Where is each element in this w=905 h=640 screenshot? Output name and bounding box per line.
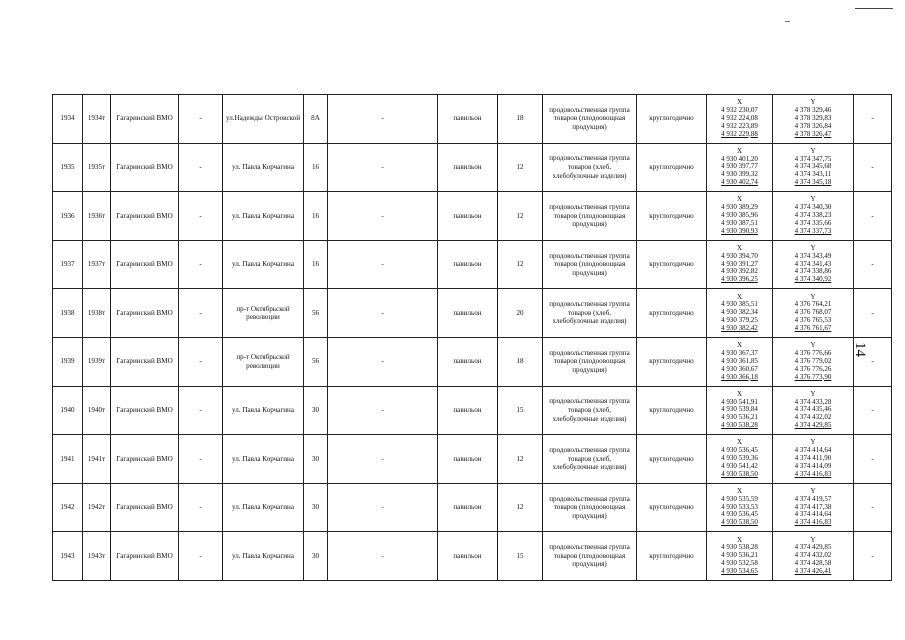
column-4-value-cell: - [179, 143, 223, 192]
coordinate-x-value: 4 930 538,50 [721, 470, 758, 478]
coordinate-x-value: 4 930 538,28 [721, 544, 758, 552]
coordinate-y-value: 4 374 411,90 [794, 455, 832, 463]
coordinate-x-header: X [736, 536, 743, 544]
coordinate-y-header: Y [810, 196, 816, 204]
coordinate-y-cell [773, 240, 854, 289]
coordinate-x-value: 4 932 230,07 [721, 107, 758, 115]
district-cell: Гагаринский ВМО [111, 95, 179, 144]
coordinate-x-header: X [736, 147, 743, 155]
house-number-cell: 8А [304, 95, 328, 144]
district-cell: Гагаринский ВМО [111, 483, 179, 532]
last-column-cell: - [854, 386, 892, 435]
coordinate-y-header: Y [810, 487, 816, 495]
coordinate-y-header: Y [810, 342, 816, 350]
operating-period-cell: круглогодично [637, 95, 707, 144]
column-7-value-cell: - [328, 240, 438, 289]
area-cell: 12 [498, 483, 543, 532]
address-cell: ул. Павла Корчагина [223, 435, 304, 484]
coordinate-y-value: 4 376 773,90 [794, 373, 832, 381]
area-cell: 12 [498, 240, 543, 289]
coordinate-y-cell [773, 483, 854, 532]
coordinate-x-value: 4 930 536,21 [721, 552, 758, 560]
column-4-value-cell: - [179, 386, 223, 435]
coordinate-x-header: X [736, 245, 743, 252]
coordinate-y-header: Y [810, 390, 816, 398]
coordinate-y-value: 4 374 428,58 [794, 560, 832, 568]
object-code-cell: 1937т [83, 240, 111, 289]
district-cell: Гагаринский ВМО [111, 337, 179, 386]
coordinate-x-value: 4 930 360,67 [721, 365, 758, 373]
coordinate-y-value: 4 374 343,49 [794, 252, 832, 260]
table-row [53, 289, 892, 338]
coordinate-y-value: 4 374 433,28 [794, 398, 832, 406]
coordinate-y-value: 4 376 776,26 [794, 365, 832, 373]
coordinate-x-header: X [736, 293, 743, 301]
specialization-cell: продовольственная группа товаров (хлеб, хлебобулочные изделия) [543, 143, 637, 192]
table-row [53, 435, 892, 484]
coordinate-x-value: 4 930 536,45 [721, 447, 758, 455]
house-number-cell: 30 [304, 435, 328, 484]
operating-period-cell: круглогодично [637, 289, 707, 338]
coordinate-x-value: 4 930 539,36 [721, 455, 758, 463]
table-row [53, 386, 892, 435]
house-number-cell: 30 [304, 483, 328, 532]
object-type-cell: павильон [438, 386, 498, 435]
area-cell: 15 [498, 386, 543, 435]
operating-period-cell: круглогодично [637, 483, 707, 532]
coordinate-x-value: 4 930 532,58 [721, 560, 758, 568]
column-7-value-cell: - [328, 435, 438, 484]
coordinate-y-value: 4 374 345,18 [794, 179, 832, 187]
coordinate-x-value: 4 930 538,50 [721, 519, 758, 527]
column-7-value-cell: - [328, 532, 438, 581]
district-cell: Гагаринский ВМО [111, 435, 179, 484]
coordinate-y-value: 4 376 764,21 [794, 301, 832, 309]
coordinate-x-value: 4 930 367,37 [721, 350, 758, 358]
area-cell: 18 [498, 337, 543, 386]
coordinate-x-value: 4 932 224,08 [721, 114, 758, 122]
object-type-cell: павильон [438, 289, 498, 338]
object-type-cell: павильон [438, 532, 498, 581]
address-cell: ул. Павла Корчагина [223, 143, 304, 192]
operating-period-cell: круглогодично [637, 337, 707, 386]
coordinate-x-value: 4 930 379,25 [721, 317, 758, 325]
coordinate-y-value: 4 374 338,86 [794, 268, 832, 276]
coordinate-x-cell [707, 337, 773, 386]
coordinate-x-value: 4 930 385,51 [721, 301, 758, 309]
coordinate-x-header: X [736, 342, 743, 350]
coordinate-x-header: X [736, 390, 743, 398]
operating-period-cell: круглогодично [637, 435, 707, 484]
district-cell: Гагаринский ВМО [111, 532, 179, 581]
coordinate-x-value: 4 930 538,28 [721, 422, 758, 430]
object-code-cell: 1939т [83, 337, 111, 386]
column-4-value-cell: - [179, 435, 223, 484]
row-number-cell: 1936 [53, 192, 83, 241]
registry-table [52, 94, 892, 581]
row-number-cell: 1943 [53, 532, 83, 581]
object-type-cell: павильон [438, 192, 498, 241]
district-cell: Гагаринский ВМО [111, 192, 179, 241]
coordinate-y-value: 4 374 429,85 [794, 422, 832, 430]
address-cell: ул. Павла Корчагина [223, 240, 304, 289]
object-type-cell: павильон [438, 435, 498, 484]
district-cell: Гагаринский ВМО [111, 240, 179, 289]
specialization-cell: продовольственная группа товаров (плодоовощная продукция) [543, 95, 637, 144]
scan-artifact-line [855, 8, 893, 9]
coordinate-y-value: 4 374 338,23 [794, 212, 832, 220]
address-cell: ул. Павла Корчагина [223, 532, 304, 581]
coordinate-x-value: 4 930 366,18 [721, 373, 758, 381]
object-type-cell: павильон [438, 483, 498, 532]
house-number-cell: 30 [304, 386, 328, 435]
district-cell: Гагаринский ВМО [111, 143, 179, 192]
area-cell: 18 [498, 95, 543, 144]
coordinate-x-cell [707, 532, 773, 581]
last-column-cell: - [854, 532, 892, 581]
object-code-cell: 1935т [83, 143, 111, 192]
coordinate-y-value: 4 374 341,43 [794, 260, 832, 268]
coordinate-x-value: 4 930 361,85 [721, 357, 758, 365]
district-cell: Гагаринский ВМО [111, 289, 179, 338]
coordinate-x-value: 4 930 399,32 [721, 171, 758, 179]
address-cell: пр-т Октябрьской революции [223, 289, 304, 338]
coordinate-y-cell [773, 386, 854, 435]
coordinate-y-header: Y [810, 536, 816, 544]
coordinate-x-value: 4 930 541,91 [721, 398, 758, 406]
last-column-cell: - [854, 240, 892, 289]
coordinate-x-value: 4 930 389,29 [721, 204, 758, 212]
coordinate-y-cell [773, 192, 854, 241]
coordinate-y-value: 4 376 765,53 [794, 317, 832, 325]
row-number-cell: 1935 [53, 143, 83, 192]
house-number-cell: 16 [304, 143, 328, 192]
operating-period-cell: круглогодично [637, 143, 707, 192]
coordinate-y-value: 4 374 416,83 [794, 470, 832, 478]
specialization-cell: продовольственная группа товаров (плодоовощная продукция) [543, 337, 637, 386]
coordinate-x-cell [707, 192, 773, 241]
last-column-cell: - [854, 435, 892, 484]
coordinate-y-value: 4 374 340,30 [794, 204, 832, 212]
house-number-cell: 56 [304, 337, 328, 386]
column-7-value-cell: - [328, 483, 438, 532]
coordinate-x-value: 4 932 223,89 [721, 122, 758, 130]
table-row [53, 240, 892, 289]
coordinate-y-cell [773, 337, 854, 386]
row-number-cell: 1942 [53, 483, 83, 532]
coordinate-x-value: 4 930 402,74 [721, 179, 758, 187]
coordinate-y-value: 4 374 416,83 [794, 519, 832, 527]
column-4-value-cell: - [179, 192, 223, 241]
operating-period-cell: круглогодично [637, 532, 707, 581]
column-4-value-cell: - [179, 532, 223, 581]
column-4-value-cell: - [179, 337, 223, 386]
coordinate-y-value: 4 376 776,66 [794, 350, 832, 358]
coordinate-y-cell [773, 532, 854, 581]
last-column-cell: - [854, 143, 892, 192]
coordinate-x-cell [707, 435, 773, 484]
object-code-cell: 1943т [83, 532, 111, 581]
object-type-cell: павильон [438, 240, 498, 289]
table-row [53, 532, 892, 581]
area-cell: 12 [498, 192, 543, 241]
house-number-cell: 16 [304, 192, 328, 241]
coordinate-x-value: 4 930 382,42 [721, 324, 758, 332]
object-code-cell: 1940т [83, 386, 111, 435]
row-number-cell: 1937 [53, 240, 83, 289]
address-cell: ул. Павла Корчагина [223, 386, 304, 435]
specialization-cell: продовольственная группа товаров (плодоовощная продукция) [543, 192, 637, 241]
column-7-value-cell: - [328, 95, 438, 144]
area-cell: 15 [498, 532, 543, 581]
specialization-cell: продовольственная группа товаров (хлеб, хлебобулочные изделия) [543, 435, 637, 484]
coordinate-x-cell [707, 483, 773, 532]
coordinate-y-header: Y [810, 439, 816, 447]
coordinate-y-value: 4 374 419,57 [794, 495, 832, 503]
coordinate-y-value: 4 374 432,02 [794, 552, 832, 560]
coordinate-y-value: 4 374 343,11 [794, 171, 832, 179]
coordinate-y-value: 4 378 326,47 [794, 130, 832, 138]
coordinate-y-value: 4 374 347,75 [794, 155, 832, 163]
coordinate-y-value: 4 378 326,84 [794, 122, 832, 130]
specialization-cell: продовольственная группа товаров (плодоовощная продукция) [543, 483, 637, 532]
coordinate-x-cell [707, 289, 773, 338]
coordinate-y-header: Y [810, 245, 816, 252]
column-4-value-cell: - [179, 240, 223, 289]
coordinate-y-value: 4 378 329,46 [794, 107, 832, 115]
coordinate-y-header: Y [810, 99, 816, 107]
area-cell: 12 [498, 435, 543, 484]
column-4-value-cell: - [179, 483, 223, 532]
coordinate-y-value: 4 374 414,64 [794, 511, 832, 519]
coordinate-x-value: 4 930 533,53 [721, 503, 758, 511]
coordinate-x-value: 4 930 391,27 [721, 260, 758, 268]
coordinate-x-cell [707, 386, 773, 435]
house-number-cell: 30 [304, 532, 328, 581]
row-number-cell: 1938 [53, 289, 83, 338]
coordinate-x-header: X [736, 99, 743, 107]
coordinate-y-cell [773, 435, 854, 484]
coordinate-y-value: 4 374 417,38 [794, 503, 832, 511]
coordinate-x-cell [707, 143, 773, 192]
column-7-value-cell: - [328, 192, 438, 241]
district-cell: Гагаринский ВМО [111, 386, 179, 435]
column-4-value-cell: - [179, 289, 223, 338]
specialization-cell: продовольственная группа товаров (хлеб, хлебобулочные изделия) [543, 289, 637, 338]
address-cell: ул. Павла Корчагина [223, 192, 304, 241]
object-code-cell: 1941т [83, 435, 111, 484]
object-code-cell: 1934т [83, 95, 111, 144]
coordinate-x-value: 4 930 397,77 [721, 163, 758, 171]
coordinate-y-value: 4 374 426,41 [794, 567, 832, 575]
column-7-value-cell: - [328, 289, 438, 338]
coordinate-x-value: 4 930 401,20 [721, 155, 758, 163]
specialization-cell: продовольственная группа товаров (плодоовощная продукция) [543, 240, 637, 289]
object-code-cell: 1942т [83, 483, 111, 532]
operating-period-cell: круглогодично [637, 240, 707, 289]
coordinate-y-cell [773, 289, 854, 338]
coordinate-x-value: 4 930 385,96 [721, 212, 758, 220]
address-cell: ул. Павла Корчагина [223, 483, 304, 532]
area-cell: 20 [498, 289, 543, 338]
column-4-value-cell: - [179, 95, 223, 144]
address-cell: ул.Надежды Островской [223, 95, 304, 144]
last-column-cell: - [854, 483, 892, 532]
coordinate-y-value: 4 374 335,66 [794, 219, 832, 227]
specialization-cell: продовольственная группа товаров (плодоовощная продукция) [543, 532, 637, 581]
coordinate-y-cell [773, 143, 854, 192]
coordinate-x-value: 4 930 539,84 [721, 406, 758, 414]
table-row [53, 483, 892, 532]
coordinate-y-header: Y [810, 293, 816, 301]
coordinate-y-value: 4 374 340,92 [794, 276, 832, 284]
object-type-cell: павильон [438, 337, 498, 386]
coordinate-y-value: 4 376 768,07 [794, 309, 832, 317]
coordinate-x-value: 4 930 392,82 [721, 268, 758, 276]
coordinate-x-value: 4 930 535,59 [721, 495, 758, 503]
page-number: 14 [852, 342, 868, 357]
coordinate-x-cell [707, 95, 773, 144]
table-row [53, 95, 892, 144]
coordinate-y-value: 4 374 337,73 [794, 227, 832, 235]
row-number-cell: 1940 [53, 386, 83, 435]
operating-period-cell: круглогодично [637, 192, 707, 241]
coordinate-y-header: Y [810, 147, 816, 155]
coordinate-x-value: 4 930 534,65 [721, 567, 758, 575]
coordinate-x-value: 4 930 387,51 [721, 219, 758, 227]
object-type-cell: павильон [438, 143, 498, 192]
coordinate-x-value: 4 930 541,42 [721, 462, 758, 470]
row-number-cell: 1934 [53, 95, 83, 144]
last-column-cell: - [854, 337, 892, 386]
column-7-value-cell: - [328, 386, 438, 435]
coordinate-x-value: 4 930 536,21 [721, 414, 758, 422]
area-cell: 12 [498, 143, 543, 192]
coordinate-x-cell [707, 240, 773, 289]
specialization-cell: продовольственная группа товаров (хлеб, хлебобулочные изделия) [543, 386, 637, 435]
last-column-cell: - [854, 192, 892, 241]
coordinate-x-header: X [736, 439, 743, 447]
house-number-cell: 16 [304, 240, 328, 289]
last-column-cell: - [854, 95, 892, 144]
coordinate-y-value: 4 376 761,67 [794, 324, 832, 332]
coordinate-x-value: 4 930 382,34 [721, 309, 758, 317]
coordinate-x-value: 4 930 396,25 [721, 276, 758, 284]
coordinate-y-value: 4 374 432,02 [794, 414, 832, 422]
object-code-cell: 1938т [83, 289, 111, 338]
table-row [53, 192, 892, 241]
column-7-value-cell: - [328, 337, 438, 386]
coordinate-y-value: 4 378 329,83 [794, 114, 832, 122]
coordinate-y-value: 4 376 779,02 [794, 357, 832, 365]
coordinate-x-value: 4 930 390,93 [721, 227, 758, 235]
coordinate-x-value: 4 930 394,70 [721, 252, 758, 260]
address-cell: пр-т Октябрьской революции [223, 337, 304, 386]
coordinate-x-header: X [736, 487, 743, 495]
column-7-value-cell: - [328, 143, 438, 192]
object-code-cell: 1936т [83, 192, 111, 241]
row-number-cell: 1939 [53, 337, 83, 386]
coordinate-x-value: 4 932 229,88 [721, 130, 758, 138]
house-number-cell: 56 [304, 289, 328, 338]
coordinate-y-value: 4 374 414,09 [794, 462, 832, 470]
coordinate-y-value: 4 374 414,64 [794, 447, 832, 455]
coordinate-x-value: 4 930 536,45 [721, 511, 758, 519]
operating-period-cell: круглогодично [637, 386, 707, 435]
row-number-cell: 1941 [53, 435, 83, 484]
last-column-cell: - [854, 289, 892, 338]
coordinate-y-cell [773, 95, 854, 144]
coordinate-y-value: 4 374 435,46 [794, 406, 832, 414]
coordinate-y-value: 4 374 429,85 [794, 544, 832, 552]
object-type-cell: павильон [438, 95, 498, 144]
coordinate-y-value: 4 374 345,68 [794, 163, 832, 171]
coordinate-x-header: X [736, 196, 743, 204]
scan-artifact-tick [785, 21, 790, 22]
table-row [53, 337, 892, 386]
table-row [53, 143, 892, 192]
